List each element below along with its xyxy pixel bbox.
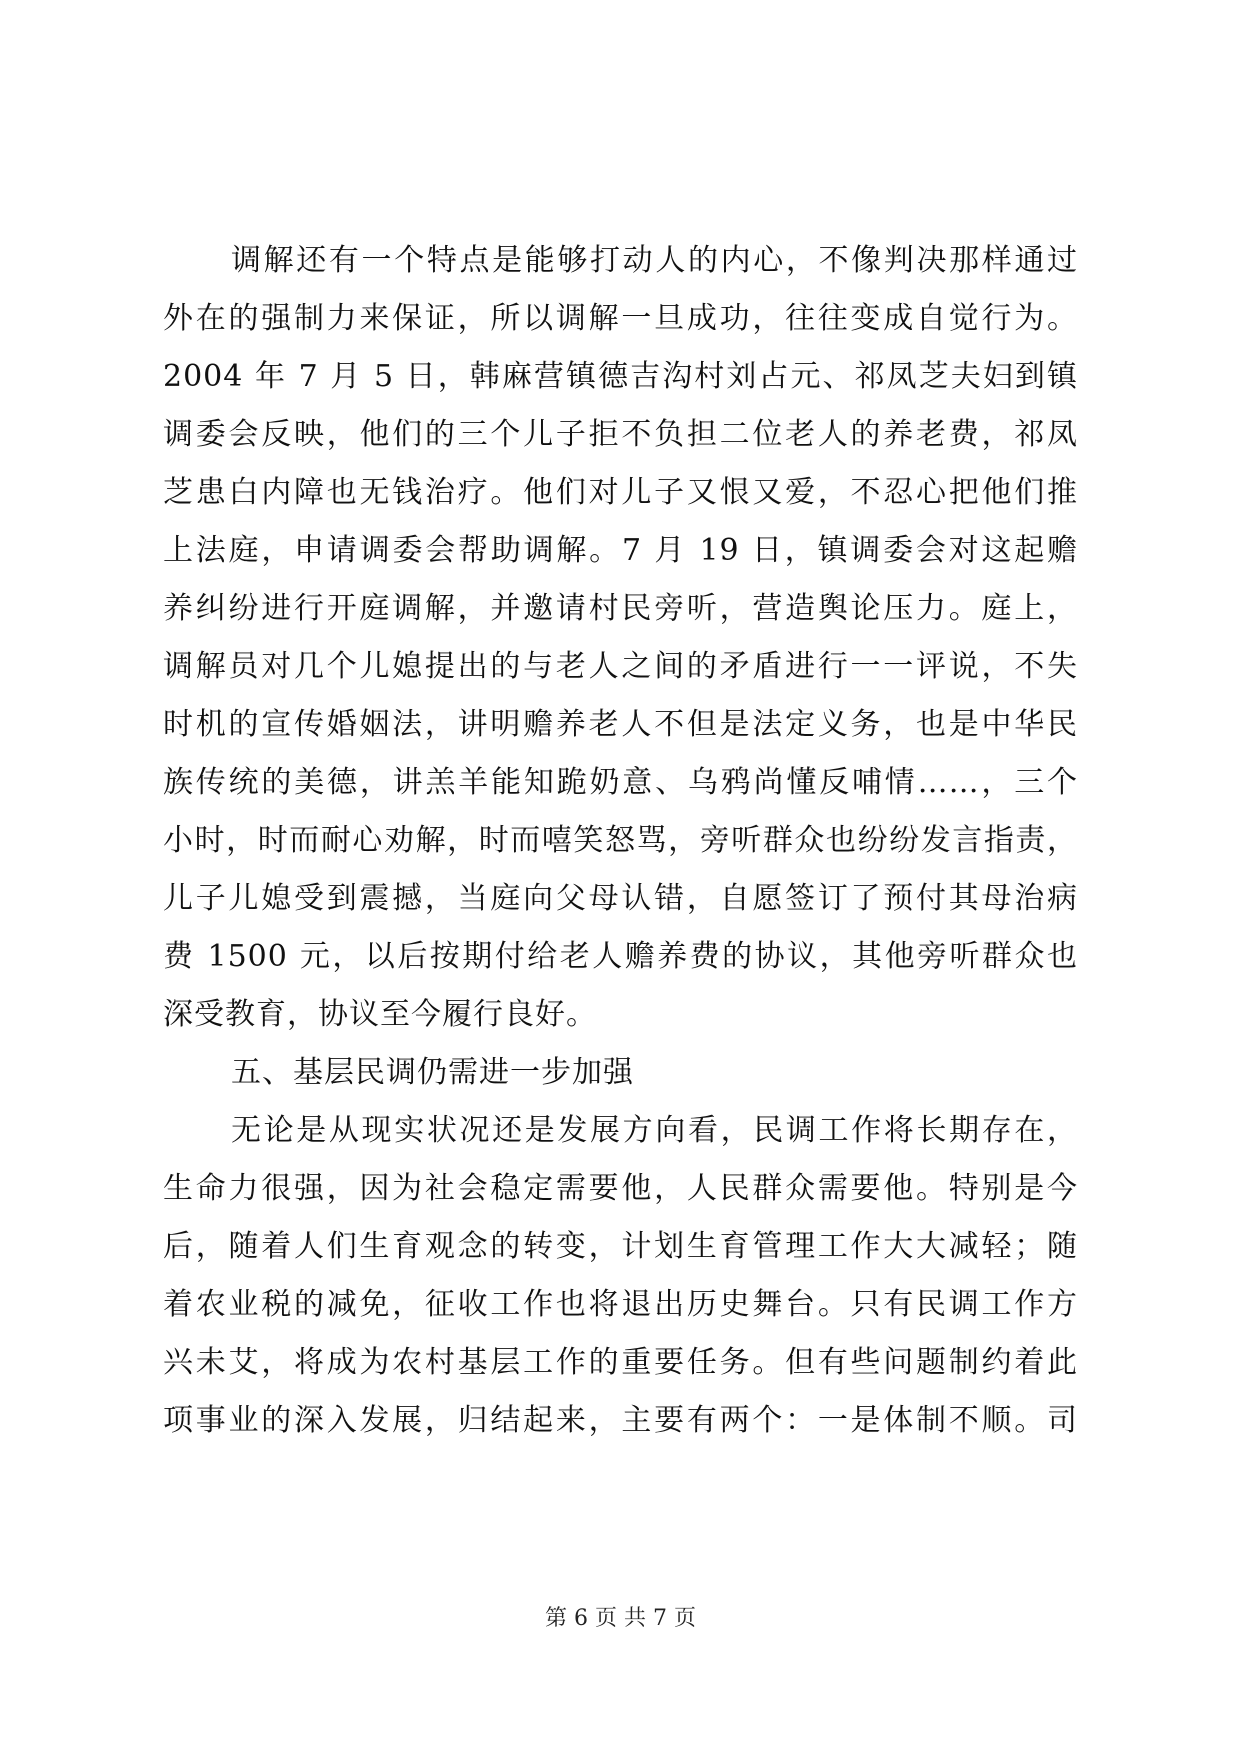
paragraph-line: 上法庭，申请调委会帮助调解。7 月 19 日，镇调委会对这起赡 [163,533,1078,568]
paragraph-line: 调委会反映，他们的三个儿子拒不负担二位老人的养老费，祁凤 [163,417,1078,452]
page-number-footer: 第 6 页 共 7 页 [545,1606,696,1631]
paragraph-line: 外在的强制力来保证，所以调解一旦成功，往往变成自觉行为。 [163,301,1078,336]
body-text [163,232,1078,1450]
paragraph-line: 族传统的美德，讲羔羊能知跪奶意、乌鸦尚懂反哺情……，三个 [163,765,1078,800]
section-heading: 五、基层民调仍需进一步加强 [231,1055,634,1090]
paragraph-line: 儿子儿媳受到震撼，当庭向父母认错，自愿签订了预付其母治病 [163,881,1078,916]
paragraph-line: 费 1500 元，以后按期付给老人赡养费的协议，其他旁听群众也 [163,939,1078,974]
paragraph-line: 兴未艾，将成为农村基层工作的重要任务。但有些问题制约着此 [163,1345,1078,1380]
paragraph-line: 2004 年 7 月 5 日，韩麻营镇德吉沟村刘占元、祁凤芝夫妇到镇 [163,359,1078,394]
paragraph-line: 小时，时而耐心劝解，时而嘻笑怒骂，旁听群众也纷纷发言指责， [163,823,1078,858]
paragraph-line: 后，随着人们生育观念的转变，计划生育管理工作大大减轻；随 [163,1229,1078,1264]
paragraph-line: 调解还有一个特点是能够打动人的内心，不像判决那样通过 [231,243,1078,278]
paragraph-line: 生命力很强，因为社会稳定需要他，人民群众需要他。特别是今 [163,1171,1078,1206]
paragraph-line: 着农业税的减免，征收工作也将退出历史舞台。只有民调工作方 [163,1287,1078,1322]
paragraph-line: 时机的宣传婚姻法，讲明赡养老人不但是法定义务，也是中华民 [163,707,1078,742]
paragraph-line: 项事业的深入发展，归结起来，主要有两个：一是体制不顺。司 [163,1403,1078,1438]
paragraph-line: 养纠纷进行开庭调解，并邀请村民旁听，营造舆论压力。庭上， [163,591,1078,626]
paragraph-line: 芝患白内障也无钱治疗。他们对儿子又恨又爱，不忍心把他们推 [163,475,1078,510]
paragraph-line: 深受教育，协议至今履行良好。 [163,997,597,1032]
paragraph-line: 无论是从现实状况还是发展方向看，民调工作将长期存在， [231,1113,1078,1148]
paragraph-line: 调解员对几个儿媳提出的与老人之间的矛盾进行一一评说，不失 [163,649,1078,684]
